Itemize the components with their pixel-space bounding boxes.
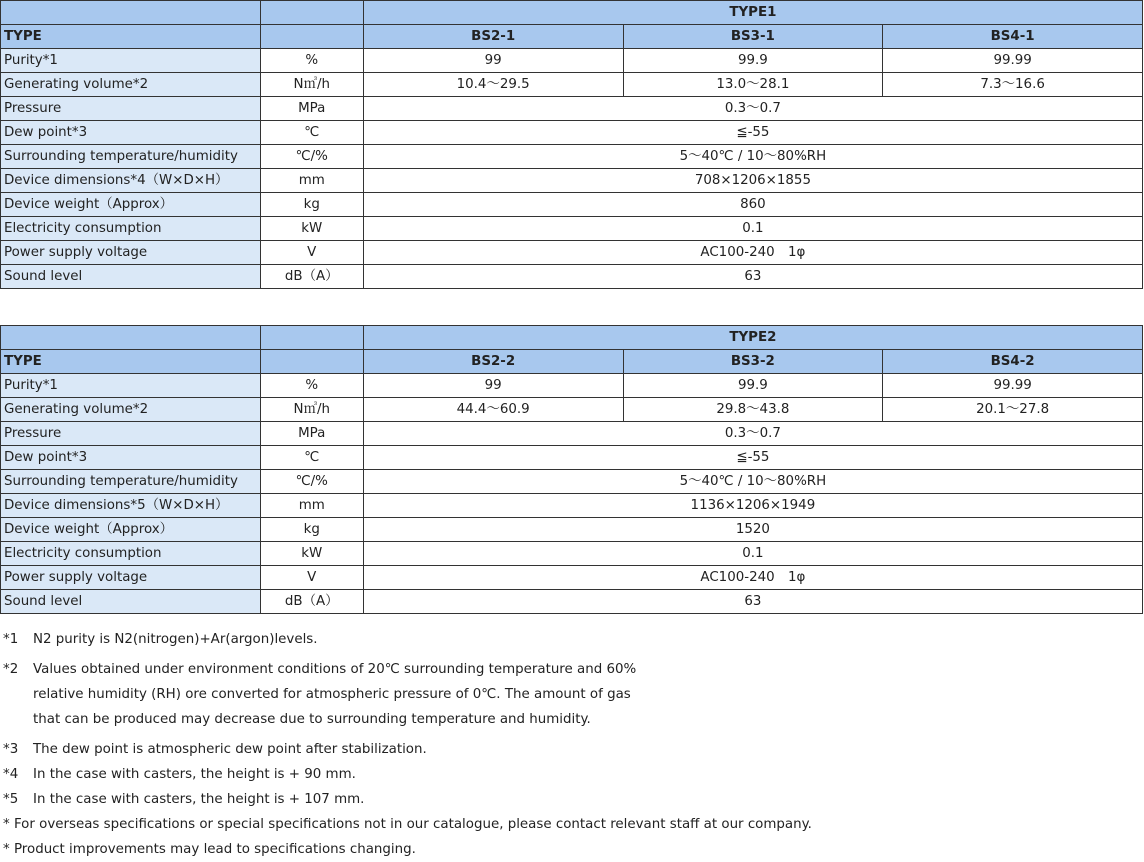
row-label: Device weight（Approx） [1, 518, 261, 542]
value-cell: 0.3〜0.7 [363, 97, 1142, 121]
footnote-text: In the case with casters, the height is + 90 mm. [33, 767, 356, 782]
value-cell: ≦-55 [363, 446, 1142, 470]
value-cell: 860 [363, 193, 1142, 217]
model-header-row [1, 350, 1143, 374]
footnote-text [33, 657, 1141, 732]
table-row [1, 542, 1143, 566]
model-header: BS3-1 [623, 25, 883, 49]
footnote-line: relative humidity (RH) ore converted for atmospheric pressure of 0℃. The amount of gas [33, 687, 631, 702]
table-row [1, 494, 1143, 518]
value-cell: 99.9 [623, 49, 883, 73]
row-unit: dB（A） [260, 590, 363, 614]
value-cell: ≦-55 [363, 121, 1142, 145]
row-unit: kW [260, 217, 363, 241]
row-unit: dB（A） [260, 265, 363, 289]
table-row [1, 193, 1143, 217]
value-cell: 1520 [363, 518, 1142, 542]
table-body [1, 1, 1143, 289]
footnote-line: Values obtained under environment conditions of 20℃ surrounding temperature and 60% [33, 662, 637, 677]
footnote-mark: *3 [3, 742, 19, 757]
table-row [1, 566, 1143, 590]
value-cell: 708×1206×1855 [363, 169, 1142, 193]
model-header: BS3-2 [623, 350, 883, 374]
spec-table-type2 [0, 325, 1143, 614]
row-label: Sound level [1, 265, 261, 289]
row-unit: MPa [260, 422, 363, 446]
row-label: Pressure [1, 97, 261, 121]
row-unit: kg [260, 193, 363, 217]
row-label: Dew point*3 [1, 446, 261, 470]
group-header-row [1, 1, 1143, 25]
row-label: Dew point*3 [1, 121, 261, 145]
row-unit: ℃ [260, 121, 363, 145]
table-row [1, 265, 1143, 289]
row-unit: % [260, 49, 363, 73]
row-label: Power supply voltage [1, 241, 261, 265]
table-row [1, 398, 1143, 422]
model-header: BS2-2 [363, 350, 623, 374]
footnote-text: In the case with casters, the height is + 107 mm. [33, 792, 365, 807]
row-unit: % [260, 374, 363, 398]
row-label: Device dimensions*4（W×D×H） [1, 169, 261, 193]
row-unit: ℃ [260, 446, 363, 470]
table-row [1, 470, 1143, 494]
table-row [1, 121, 1143, 145]
value-cell: 10.4〜29.5 [363, 73, 623, 97]
value-cell: 20.1〜27.8 [883, 398, 1143, 422]
value-cell: 0.1 [363, 217, 1142, 241]
spec-table-type1 [0, 0, 1143, 289]
table-row [1, 169, 1143, 193]
footnote-text: N2 purity is N2(nitrogen)+Ar(argon)levels. [33, 632, 318, 647]
group-header-row [1, 326, 1143, 350]
row-label: Device dimensions*5（W×D×H） [1, 494, 261, 518]
type-label: TYPE [1, 350, 261, 374]
value-cell: AC100-240 1φ [363, 566, 1142, 590]
value-cell: 44.4〜60.9 [363, 398, 623, 422]
row-label: Electricity consumption [1, 542, 261, 566]
footnote-line: that can be produced may decrease due to surrounding temperature and humidity. [33, 712, 591, 727]
header-blank-cell [260, 25, 363, 49]
footnote-text: The dew point is atmospheric dew point after stabilization. [33, 742, 427, 757]
row-unit: N㎥/h [260, 398, 363, 422]
table-body [1, 326, 1143, 614]
row-unit: N㎥/h [260, 73, 363, 97]
table-row [1, 97, 1143, 121]
footnote-2 [3, 657, 1141, 732]
footnote-mark: *2 [3, 662, 19, 677]
value-cell: 99 [363, 49, 623, 73]
row-label: Purity*1 [1, 374, 261, 398]
table-row [1, 422, 1143, 446]
header-blank-cell [1, 1, 261, 25]
footnote-3 [3, 737, 1141, 762]
table-row [1, 73, 1143, 97]
footnote-mark: *4 [3, 767, 19, 782]
row-unit: V [260, 241, 363, 265]
row-label: Power supply voltage [1, 566, 261, 590]
row-label: Pressure [1, 422, 261, 446]
value-cell: 99 [363, 374, 623, 398]
row-label: Generating volume*2 [1, 73, 261, 97]
value-cell: 0.3〜0.7 [363, 422, 1142, 446]
header-blank-cell [260, 326, 363, 350]
row-unit: MPa [260, 97, 363, 121]
value-cell: 99.99 [883, 374, 1143, 398]
value-cell: 0.1 [363, 542, 1142, 566]
table-row [1, 590, 1143, 614]
row-unit: ℃/% [260, 470, 363, 494]
table-row [1, 217, 1143, 241]
row-unit: V [260, 566, 363, 590]
header-blank-cell [260, 1, 363, 25]
row-label: Surrounding temperature/humidity [1, 145, 261, 169]
general-note: * Product improvements may lead to specifications changing. [3, 842, 416, 857]
table-row [1, 446, 1143, 470]
row-label: Purity*1 [1, 49, 261, 73]
footnote-4 [3, 762, 1141, 787]
type-label: TYPE [1, 25, 261, 49]
footnote-mark: *1 [3, 632, 19, 647]
footnote-1 [3, 627, 1141, 652]
footnote-mark: *5 [3, 792, 19, 807]
model-header: BS2-1 [363, 25, 623, 49]
row-label: Sound level [1, 590, 261, 614]
header-blank-cell [1, 326, 261, 350]
row-unit: kW [260, 542, 363, 566]
row-unit: mm [260, 169, 363, 193]
row-label: Electricity consumption [1, 217, 261, 241]
model-header-row [1, 25, 1143, 49]
row-unit: mm [260, 494, 363, 518]
footnote-5 [3, 787, 1141, 812]
group-header: TYPE1 [363, 1, 1142, 25]
row-label: Surrounding temperature/humidity [1, 470, 261, 494]
model-header: BS4-1 [883, 25, 1143, 49]
value-cell: 63 [363, 590, 1142, 614]
table-row [1, 49, 1143, 73]
row-unit: ℃/% [260, 145, 363, 169]
table-row [1, 374, 1143, 398]
table-row [1, 241, 1143, 265]
header-blank-cell [260, 350, 363, 374]
value-cell: 29.8〜43.8 [623, 398, 883, 422]
value-cell: 99.9 [623, 374, 883, 398]
general-note: * For overseas specifications or special specifications not in our catalogue, please contact relevant staff at our company. [3, 817, 812, 832]
row-unit: kg [260, 518, 363, 542]
table-row [1, 518, 1143, 542]
value-cell: 99.99 [883, 49, 1143, 73]
value-cell: 1136×1206×1949 [363, 494, 1142, 518]
model-header: BS4-2 [883, 350, 1143, 374]
table-row [1, 145, 1143, 169]
value-cell: 5〜40℃ / 10〜80%RH [363, 470, 1142, 494]
value-cell: AC100-240 1φ [363, 241, 1142, 265]
value-cell: 13.0〜28.1 [623, 73, 883, 97]
row-label: Generating volume*2 [1, 398, 261, 422]
value-cell: 5〜40℃ / 10〜80%RH [363, 145, 1142, 169]
value-cell: 63 [363, 265, 1142, 289]
value-cell: 7.3〜16.6 [883, 73, 1143, 97]
row-label: Device weight（Approx） [1, 193, 261, 217]
footnotes [3, 627, 1141, 862]
group-header: TYPE2 [363, 326, 1142, 350]
